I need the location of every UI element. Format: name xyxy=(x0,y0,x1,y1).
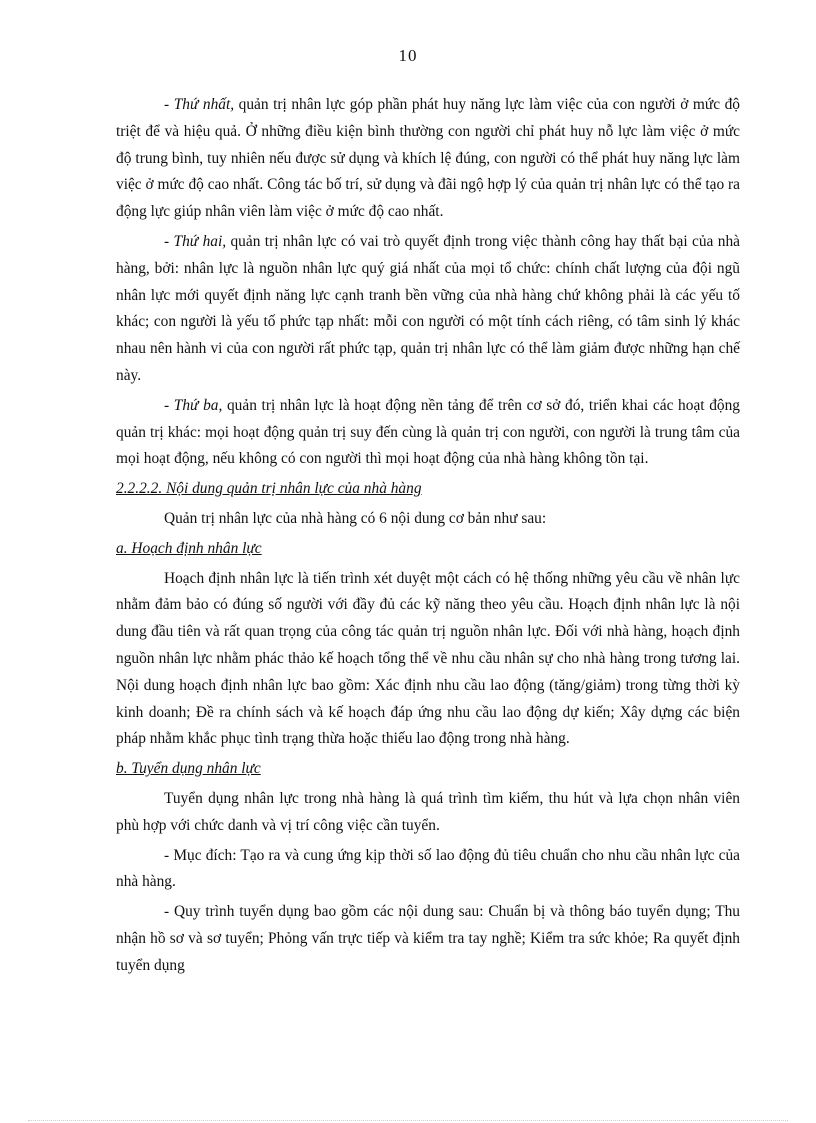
paragraph-second-role xyxy=(116,229,740,390)
subsection-b-heading: b. Tuyển dụng nhân lực xyxy=(116,760,261,778)
document-body xyxy=(116,92,740,983)
dash: - xyxy=(164,96,174,113)
section-intro: Quản trị nhân lực của nhà hàng có 6 nội dung cơ bản như sau: xyxy=(164,509,547,527)
paragraph-first-text: quản trị nhân lực góp phần phát huy năng lực làm việc của con người ở mức độ triệt để và hiệu quả. Ở những điều kiện bình thường con người chỉ phát huy nỗ lực làm việc ở mức độ trung bình, tuy nhiên nếu được sử dụng và khích lệ đúng, con người có thể phát huy năng lực làm việc ở mức độ cao nhất. Công tác bố trí, sử dụng và đãi ngộ hợp lý của quản trị nhân lực có thể tạo ra động lực giúp nhân viên làm việc ở mức độ cao nhất. xyxy=(116,96,740,221)
page-number: 10 xyxy=(398,46,418,65)
lead-first: Thứ nhất, xyxy=(173,96,235,113)
dash: - xyxy=(164,232,174,250)
lead-second: Thứ hai, xyxy=(173,232,227,250)
subsection-a-text: Hoạch định nhân lực là tiến trình xét duyệt một cách có hệ thống những yêu cầu về nhân lực nhằm đảm bảo có đúng số người với đầy đủ các kỹ năng theo yêu cầu. Hoạch định nhân lực là nội dung đầu tiên và rất quan trọng của công tác quản trị nguồn nhân lực. Đối với nhà hàng, hoạch định nguồn nhân lực nhằm phác thảo kế hoạch tổng thể về nhu cầu nhân sự cho nhà hàng trong tương lai. Nội dung hoạch định nhân lực bao gồm: Xác định nhu cầu lao động (tăng/giảm) trong từng thời kỳ kinh doanh; Đề ra chính sách và kế hoạch đáp ứng nhu cầu lao động dự kiến; Xây dựng các biện pháp nhằm khắc phục tình trạng thừa hoặc thiếu lao động trong nhà hàng. xyxy=(116,569,740,748)
paragraph-first-role xyxy=(116,92,740,226)
page-bottom-divider xyxy=(28,1120,788,1121)
paragraph-third-text: quản trị nhân lực là hoạt động nền tảng để trên cơ sở đó, triển khai các hoạt động quản trị khác: mọi hoạt động quản trị suy đến cùng là quản trị con người, con người là trung tâm của mọi hoạt động, nếu không có con người thì mọi hoạt động của nhà hàng không tồn tại. xyxy=(116,396,740,468)
section-heading: 2.2.2.2. Nội dung quản trị nhân lực của nhà hàng xyxy=(116,480,422,498)
subsection-b-text: Tuyển dụng nhân lực trong nhà hàng là quá trình tìm kiếm, thu hút và lựa chọn nhân viên phù hợp với chức danh và vị trí công việc cần tuyển. xyxy=(116,789,740,834)
lead-third: Thứ ba, xyxy=(173,396,223,414)
subsection-b-purpose: - Mục đích: Tạo ra và cung ứng kịp thời số lao động đủ tiêu chuẩn cho nhu cầu nhân lực của nhà hàng. xyxy=(116,846,740,891)
subsection-b-process: - Quy trình tuyển dụng bao gồm các nội dung sau: Chuẩn bị và thông báo tuyển dụng; Thu nhận hồ sơ và sơ tuyển; Phỏng vấn trực tiếp và kiểm tra tay nghề; Kiểm tra sức khỏe; Ra quyết định tuyển dụng xyxy=(116,903,740,974)
dash: - xyxy=(164,396,174,414)
subsection-a-heading: a. Hoạch định nhân lực xyxy=(116,539,262,557)
paragraph-second-text: quản trị nhân lực có vai trò quyết định trong việc thành công hay thất bại của nhà hàng, bởi: nhân lực là nguồn nhân lực quý giá nhất của mọi tổ chức: chính chất lượng của đội ngũ nhân lực mới quyết định năng lực cạnh tranh bền vững của nhà hàng chứ không phải là các yếu tố khác; con người là yếu tố phức tạp nhất: mỗi con người có một tính cách riêng, có tâm sinh lý khác nhau nên hành vi của con người rất phức tạp, quản trị nhân lực có thể làm giảm được những hạn chế này. xyxy=(116,232,740,384)
paragraph-third-role xyxy=(116,393,740,473)
